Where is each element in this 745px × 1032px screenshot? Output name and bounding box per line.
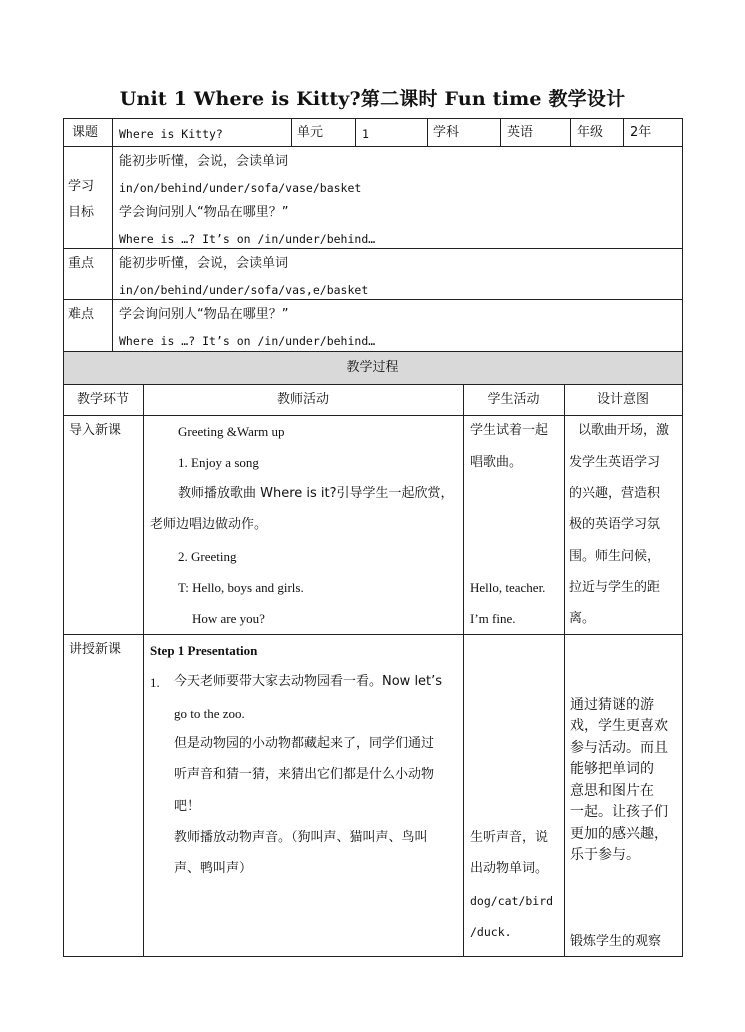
- item-number: 1.: [150, 675, 160, 690]
- intent-line: 参与活动。而且: [570, 740, 668, 756]
- teacher-activity-line: How are you?: [192, 611, 265, 626]
- student-activity-line: 出动物单词。: [470, 861, 549, 876]
- student-activity-line: Hello, teacher.: [470, 580, 546, 595]
- student-activity-line: dog/cat/bird: [470, 894, 554, 908]
- teacher-activity-line: 1. Enjoy a song: [178, 455, 259, 470]
- column-header-student: 学生活动: [487, 392, 540, 407]
- teacher-activity-line: 听声音和猜一猜，来猜出它们都是什么小动物: [174, 767, 435, 782]
- document-title: Unit 1 Where is Kitty?第二课时 Fun time 教学设计: [119, 88, 626, 110]
- student-activity-line: 唱歌曲。: [470, 455, 523, 470]
- unit-value: 1: [362, 127, 369, 141]
- step-heading: Step 1 Presentation: [150, 643, 258, 658]
- intent-line: 戏，学生更喜欢: [570, 718, 668, 734]
- objectives-line: in/on/behind/under/sofa/vase/basket: [119, 181, 362, 195]
- intent-line: 以歌曲开场，激: [578, 423, 670, 438]
- teacher-activity-line: Greeting &Warm up: [178, 424, 285, 439]
- intent-line: 离。: [569, 611, 596, 626]
- teacher-activity-line: T: Hello, boys and girls.: [178, 580, 304, 595]
- column-header-stage: 教学环节: [76, 392, 129, 407]
- objectives-line: 能初步听懂，会说，会读单词: [119, 154, 289, 169]
- teacher-activity-line: 吧！: [174, 799, 201, 814]
- intent-line: 极的英语学习氛: [569, 517, 661, 532]
- student-activity-line: I’m fine.: [470, 611, 516, 626]
- intent-line: 乐于参与。: [570, 847, 640, 863]
- teacher-activity-line: 但是动物园的小动物都藏起来了，同学们通过: [174, 736, 435, 751]
- intent-line: 意思和图片在: [570, 783, 654, 799]
- difficulties-label: 难点: [68, 307, 95, 322]
- difficulties-line: 学会询问别人“物品在哪里？”: [119, 307, 289, 322]
- key-points-label: 重点: [68, 256, 95, 271]
- student-activity-line: 生听声音，说: [470, 830, 549, 845]
- teacher-activity-line: go to the zoo.: [174, 706, 245, 721]
- teacher-activity-line: 今天老师要带大家去动物园看一看。Now let’s: [174, 674, 443, 689]
- intent-line: 通过猜谜的游: [570, 697, 654, 713]
- grade-label: 年级: [577, 125, 604, 140]
- intent-line: 能够把单词的: [570, 761, 654, 777]
- objectives-line: Where is …? It’s on /in/under/behind…: [119, 232, 376, 246]
- process-header: 教学过程: [346, 360, 399, 375]
- subject-label: 学科: [433, 125, 460, 140]
- column-header-intent: 设计意图: [596, 392, 649, 407]
- key-points-line: 能初步听懂，会说，会读单词: [119, 256, 289, 271]
- grade-value: 2年: [630, 125, 652, 140]
- objectives-label-2: 目标: [68, 205, 95, 220]
- intent-line: 拉近与学生的距: [569, 580, 661, 595]
- intent-line: 发学生英语学习: [569, 455, 661, 470]
- objectives-line: 学会询问别人“物品在哪里？”: [119, 205, 289, 220]
- teacher-activity-line: 老师边唱边做动作。: [150, 517, 268, 532]
- key-points-line: in/on/behind/under/sofa/vas,e/basket: [119, 283, 369, 297]
- student-activity-line: 学生试着一起: [470, 423, 549, 438]
- objectives-label-1: 学习: [68, 179, 95, 194]
- subject-value: 英语: [507, 125, 534, 140]
- teacher-activity-line: 声、鸭叫声）: [174, 861, 253, 876]
- teacher-activity-line: 教师播放动物声音。（狗叫声、猫叫声、鸟叫: [174, 830, 428, 845]
- topic-value: Where is Kitty?: [119, 127, 223, 141]
- unit-label: 单元: [297, 125, 324, 140]
- column-header-teacher: 教师活动: [276, 392, 329, 407]
- intent-line: 围。师生问候，: [569, 549, 661, 564]
- intent-line: 一起。让孩子们: [570, 804, 668, 820]
- student-activity-line: /duck.: [470, 925, 512, 939]
- stage-intro: 导入新课: [69, 423, 122, 438]
- intent-line: 更加的感兴趣，: [570, 826, 668, 842]
- intent-line: 锻炼学生的观察: [570, 934, 662, 949]
- topic-label: 课题: [72, 125, 99, 140]
- stage-new-content: 讲授新课: [69, 642, 122, 657]
- teacher-activity-line: 2. Greeting: [178, 549, 237, 564]
- teacher-activity-line: 教师播放歌曲 Where is it?引导学生一起欣赏，: [178, 486, 454, 501]
- intent-line: 的兴趣，营造积: [569, 486, 661, 501]
- difficulties-line: Where is …? It’s on /in/under/behind…: [119, 334, 376, 348]
